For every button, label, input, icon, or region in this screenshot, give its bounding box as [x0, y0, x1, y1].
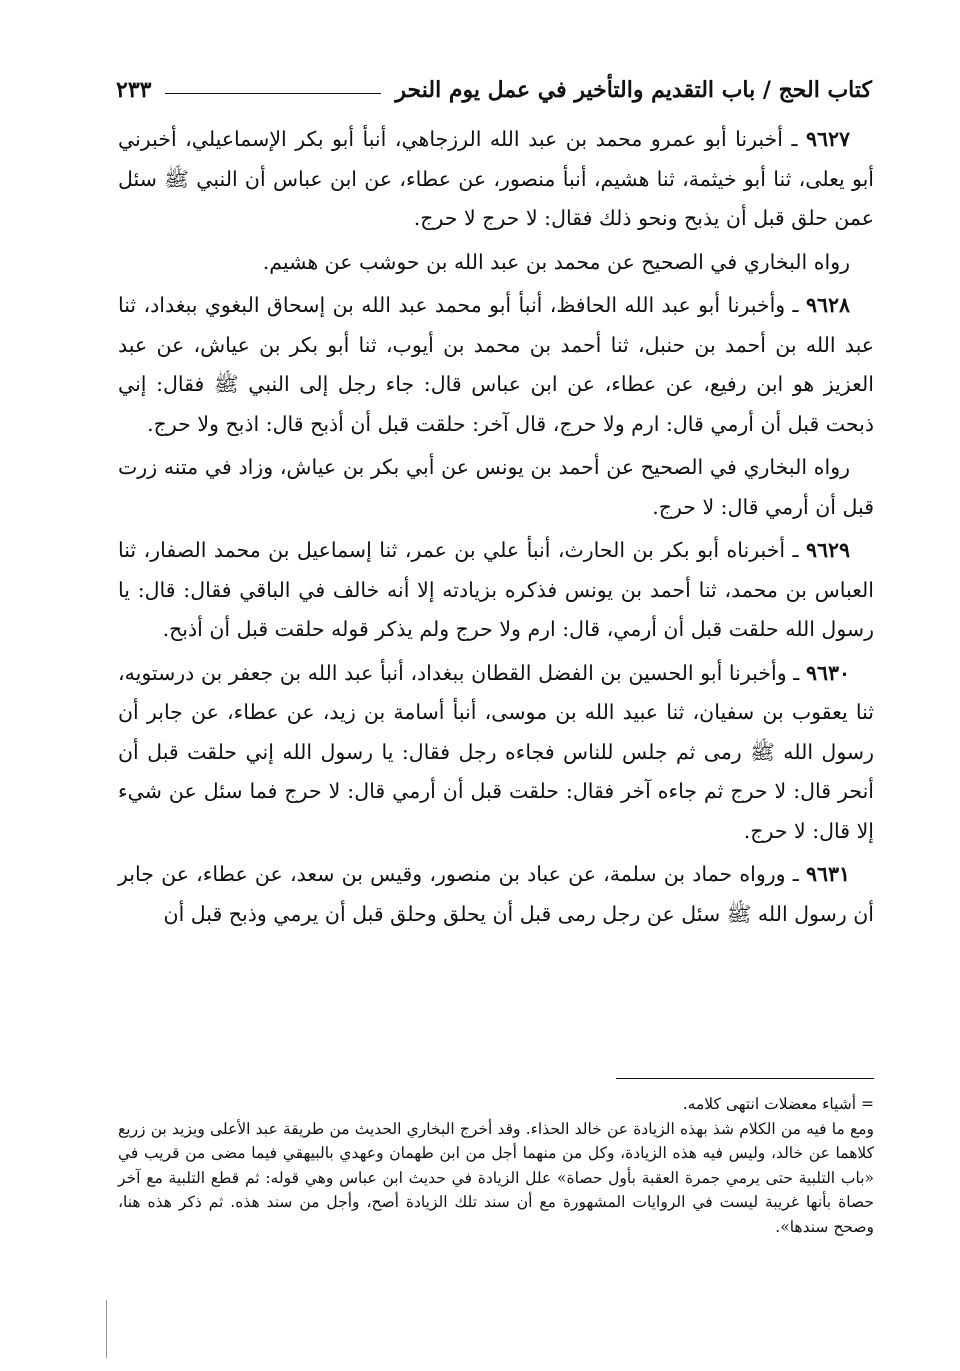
running-header: [116, 68, 872, 112]
header-rule: [165, 93, 381, 94]
page-number: ٢٣٣: [116, 77, 152, 103]
commentary-paragraph: [118, 448, 874, 527]
hadith-paragraph: [118, 120, 874, 239]
hadith-paragraph: [118, 654, 874, 852]
hadith-text: ـ ورواه حماد بن سلمة، عن عباد بن منصور، وقيس بن سعد، عن عطاء، عن جابر أن رسول الله ﷺ سئل عن رجل رمى قبل أن يحلق وحلق قبل أن يرمي وذبح قبل أن: [118, 862, 874, 926]
hadith-number: ٩٦٢٧: [805, 127, 850, 151]
hadith-text: ـ وأخبرنا أبو عبد الله الحافظ، أنبأ أبو محمد عبد الله بن إسحاق البغوي ببغداد، ثنا عبد الله بن أحمد بن حنبل، ثنا أحمد بن محمد بن أيوب، ثنا أبو بكر بن عياش، عن عبد العزيز هو ابن رفيع، عن عطاء، عن ابن عباس قال: جاء رجل إلى النبي ﷺ فقال: إني ذبحت قبل أن أرمي قال: ارم ولا حرج، قال آخر: حلقت قبل أن أذبح قال: اذبح ولا حرج.: [118, 293, 874, 436]
hadith-number: ٩٦٢٨: [805, 293, 850, 317]
hadith-number: ٩٦٣٠: [805, 660, 850, 685]
header-title: كتاب الحج / باب التقديم والتأخير في عمل يوم النحر: [395, 77, 872, 103]
commentary-text: رواه البخاري في الصحيح عن محمد بن عبد الله بن حوشب عن هشيم.: [262, 249, 850, 274]
margin-mark: [106, 1300, 107, 1358]
hadith-number: ٩٦٣١: [805, 862, 850, 886]
footnote-rule: [616, 1078, 874, 1079]
hadith-text: ـ وأخبرنا أبو الحسين بن الفضل القطان ببغداد، أنبأ عبد الله بن جعفر بن درستويه، ثنا يعقوب بن سفيان، ثنا عبيد الله بن موسى، أنبأ أسامة بن زيد، عن عطاء، عن جابر أن رسول الله ﷺ رمى ثم جلس للناس فجاءه رجل فقال: يا رسول الله إني حلقت قبل أن أنحر قال: لا حرج ثم جاءه آخر فقال: حلقت قبل أن أرمي قال: لا حرج فما سئل عن شيء إلا قال: لا حرج.: [118, 660, 874, 843]
hadith-text: ـ أخبرناه أبو بكر بن الحارث، أنبأ علي بن عمر، ثنا إسماعيل بن محمد الصفار، ثنا العباس بن محمد، ثنا أحمد بن يونس فذكره بزيادته إلا أنه خالف في الباقي فقال: قال: يا رسول الله حلقت قبل أن أرمي، قال: ارم ولا حرج ولم يذكر قوله حلقت قبل أن أذبح.: [118, 538, 874, 641]
hadith-paragraph: [118, 855, 874, 934]
footnote-line: = أشياء معضلات انتهى كلامه.: [682, 1095, 874, 1113]
footnote-line: ومع ما فيه من الكلام شذ بهذه الزيادة عن خالد الحذاء. وقد أخرج البخاري الحديث من طريقة عبد الأعلى ويزيد بن زريع كلاهما عن خالد، وليس فيه هذه الزيادة، وكل من منهما أجل من ابن طهمان وعهدي بالبيهقي فيما مضى من قريب في «باب التلبية حتى يرمي جمرة العقبة بأول حصاة» علل الزيادة في حديث ابن عباس وهي قوله: ثم قطع التلبية مع آخر حصاة بأنها غريبة ليست في الروايات المشهورة مع أن سند تلك الزيادة أصح، وأجل من سند هذه. ثم ذكر هذه هنا، وصحح سندها».: [118, 1119, 874, 1236]
hadith-paragraph: [118, 286, 874, 444]
hadith-number: ٩٦٢٩: [805, 538, 850, 562]
main-text: [118, 120, 874, 938]
commentary-text: رواه البخاري في الصحيح عن أحمد بن يونس عن أبي بكر بن عياش، وزاد في متنه زرت قبل أن أرمي قال: لا حرج.: [118, 455, 874, 519]
commentary-paragraph: [118, 243, 874, 283]
footnotes: [118, 1092, 874, 1239]
hadith-paragraph: [118, 531, 874, 650]
hadith-text: ـ أخبرنا أبو عمرو محمد بن عبد الله الرزجاهي، أنبأ أبو بكر الإسماعيلي، أخبرني أبو يعلى، ثنا أبو خيثمة، ثنا هشيم، أنبأ منصور، عن عطاء، عن ابن عباس أن النبي ﷺ سئل عمن حلق قبل أن يذبح ونحو ذلك فقال: لا حرج لا حرج.: [118, 127, 874, 230]
